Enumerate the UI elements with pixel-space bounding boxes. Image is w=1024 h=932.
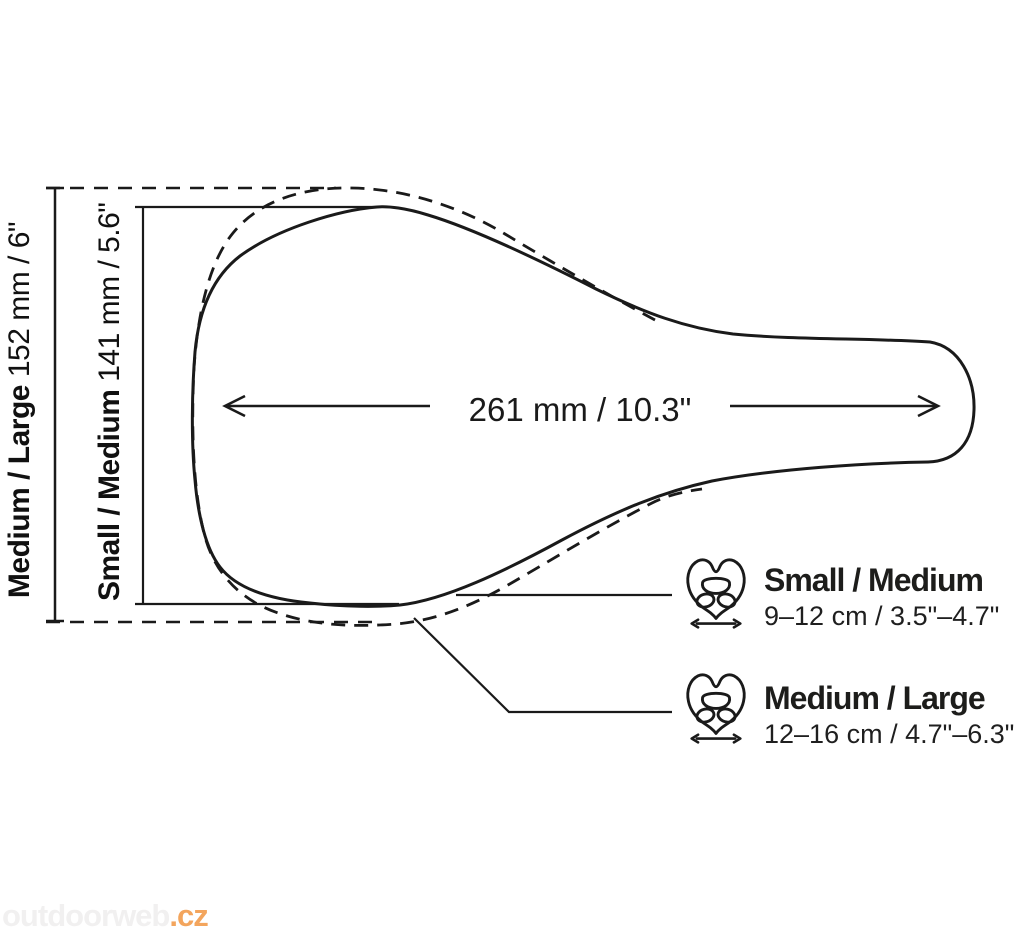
- watermark-name: outdoorweb: [2, 898, 170, 932]
- legend-small-medium-title: Small / Medium: [764, 562, 983, 598]
- length-dimension-value: 261 mm / 10.3": [468, 391, 692, 428]
- inner-dimension-value: 141 mm / 5.6": [93, 202, 126, 382]
- pelvis-icon-medium-large: [688, 675, 744, 743]
- legend-medium-large-title: Medium / Large: [764, 680, 985, 716]
- inner-dimension-size-name: Small / Medium: [93, 389, 126, 601]
- pelvis-icon-small-medium: [688, 560, 744, 628]
- legend-medium-large-range: 12–16 cm / 4.7"–6.3": [764, 719, 1015, 749]
- outer-dimension-size-name: Medium / Large: [3, 385, 36, 599]
- outer-dimension-label: [3, 202, 37, 618]
- watermark-tld: .cz: [169, 898, 208, 932]
- watermark: [2, 898, 208, 932]
- inner-dimension-label: [93, 202, 127, 601]
- legend-small-medium-range: 9–12 cm / 3.5"–4.7": [764, 601, 1000, 631]
- outer-dimension-value: 152 mm / 6": [3, 221, 36, 378]
